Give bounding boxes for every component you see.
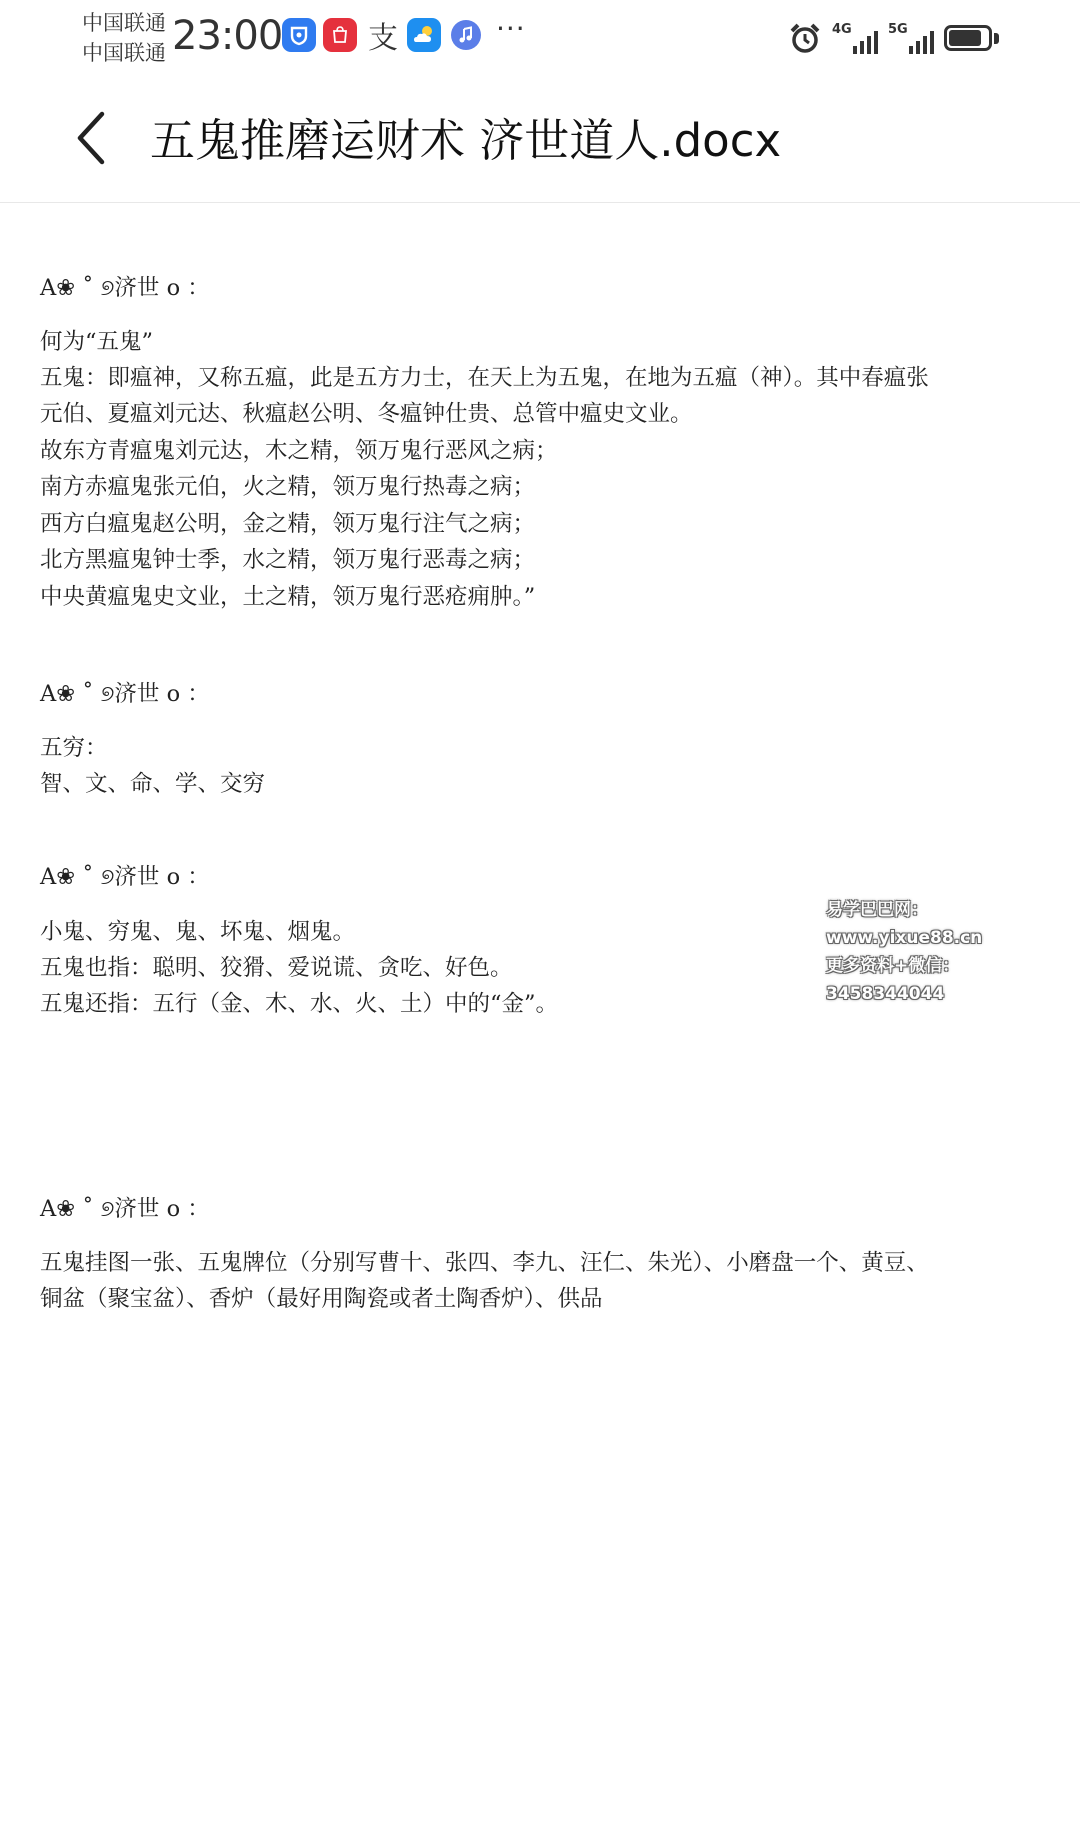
- text-line: 五鬼还指：五行（金、木、水、火、土）中的“金”。: [40, 991, 559, 1017]
- carrier-labels: [82, 8, 166, 68]
- back-button[interactable]: [62, 108, 122, 168]
- more-notifications-icon: ···: [496, 12, 526, 45]
- weather-icon: [407, 18, 441, 52]
- alipay-icon: 支: [368, 21, 398, 56]
- text-line: 铜盆（聚宝盆）、香炉（最好用陶瓷或者土陶香炉）、供品: [40, 1286, 603, 1312]
- speaker-label: A❀ ˚ ୭济世 o ：: [40, 681, 210, 707]
- speaker-label: A❀ ˚ ୭济世 o ：: [40, 275, 210, 301]
- alarm-icon: [788, 22, 822, 56]
- carrier-1: 中国联通: [82, 11, 166, 35]
- text-line: 元伯、夏瘟刘元达、秋瘟赵公明、冬瘟钟仕贵、总管中瘟史文业。: [40, 401, 693, 427]
- battery-icon: [944, 25, 1000, 53]
- text-line: 何为“五鬼”: [40, 329, 154, 355]
- music-icon: [451, 20, 481, 50]
- network-label-1: 4G: [832, 22, 852, 37]
- text-line: 五穷：: [40, 735, 108, 761]
- text-line: 西方白瘟鬼赵公明，金之精，领万鬼行注气之病；: [40, 511, 536, 537]
- text-line: 故东方青瘟鬼刘元达，木之精，领万鬼行恶风之病；: [40, 438, 558, 464]
- clock: 23:00: [172, 13, 283, 59]
- chevron-left-icon: [72, 110, 112, 166]
- huawei-store-icon: [323, 18, 357, 52]
- watermark-line-1: 易学巴巴网：www.yixue88.cn: [826, 900, 983, 948]
- text-line: 智、文、命、学、交穷: [40, 771, 266, 797]
- text-line: 南方赤瘟鬼张元伯，火之精，领万鬼行热毒之病；: [40, 474, 536, 500]
- text-line: 中央黄瘟鬼史文业，土之精，领万鬼行恶疮痈肿。”: [40, 584, 536, 610]
- carrier-2: 中国联通: [82, 41, 166, 65]
- network-label-2: 5G: [888, 22, 908, 37]
- text-line: 五鬼也指：聪明、狡猾、爱说谎、贪吃、好色。: [40, 955, 513, 981]
- text-line: 北方黑瘟鬼钟士季，水之精，领万鬼行恶毒之病；: [40, 547, 536, 573]
- document-header: [0, 78, 1080, 203]
- text-line: 五鬼：即瘟神，又称五瘟，此是五方力士，在天上为五鬼，在地为五瘟（神）。其中春瘟张: [40, 365, 929, 391]
- text-line: 小鬼、穷鬼、鬼、坏鬼、烟鬼。: [40, 919, 356, 945]
- document-title: 五鬼推磨运财术 济世道人.docx: [150, 114, 782, 167]
- system-indicators: [788, 16, 1000, 56]
- text-line: 五鬼挂图一张、五鬼牌位（分别写曹十、张四、李九、汪仁、朱光）、小磨盘一个、黄豆、: [40, 1250, 929, 1276]
- battery-level: [949, 30, 981, 46]
- speaker-label: A❀ ˚ ୭济世 o ：: [40, 864, 210, 890]
- shield-app-icon: [282, 18, 316, 52]
- signal-5g-icon: [888, 22, 934, 56]
- document-content[interactable]: [0, 204, 1080, 1844]
- watermark-line-2: 更多资料+微信：3458344044: [826, 956, 960, 1004]
- watermark: [826, 896, 1066, 1008]
- speaker-label: A❀ ˚ ୭济世 o ：: [40, 1196, 210, 1222]
- signal-4g-icon: [832, 22, 878, 56]
- status-bar: [0, 0, 1080, 78]
